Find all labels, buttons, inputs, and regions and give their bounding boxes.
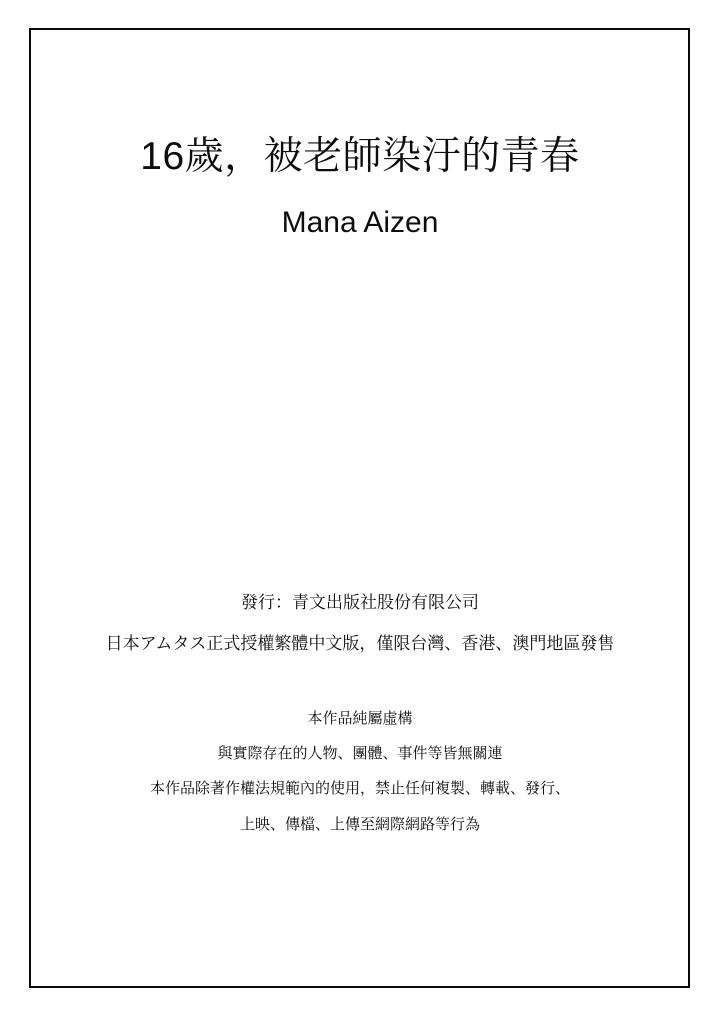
disclaimer-line-1: 本作品純屬虛構 <box>307 710 413 727</box>
license-region-line: 日本アムタス正式授權繁體中文版，僅限台灣、香港、澳門地區發售 <box>105 634 615 653</box>
disclaimer-line-2: 與實際存在的人物、團體、事件等皆無關連 <box>217 745 503 762</box>
disclaimer-line-3: 本作品除著作權法規範內的使用，禁止任何複製、轉載、發行、 <box>149 780 570 797</box>
disclaimer-line-4: 上映、傳檔、上傳至網際網路等行為 <box>239 816 480 833</box>
publisher-line: 發行：青文出版社股份有限公司 <box>241 593 479 612</box>
book-title: 16歲，被老師染汙的青春 <box>140 135 580 178</box>
book-author: Mana Aizen <box>281 206 439 239</box>
